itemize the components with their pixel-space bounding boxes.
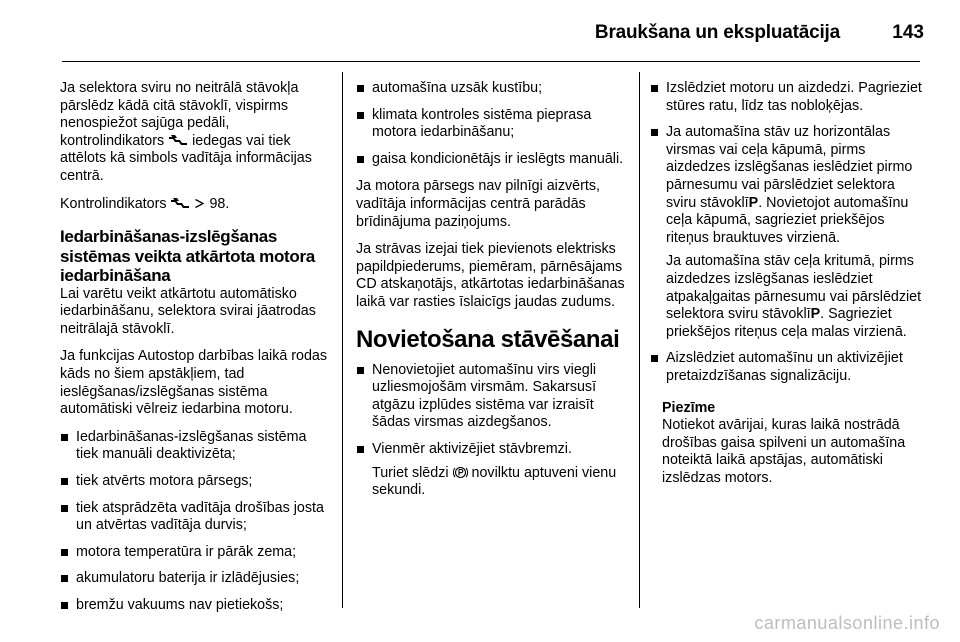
watermark: carmanualsonline.info xyxy=(754,613,940,633)
column-divider-2 xyxy=(639,72,640,608)
sub-paragraph xyxy=(372,465,632,500)
list-item: akumulatoru baterija ir izlādējusies; xyxy=(60,570,332,588)
list-item: tiek atsprādzēta vadītāja drošības josta un atvērtas vadītāja durvis; xyxy=(60,500,332,535)
gear-position: P xyxy=(810,306,821,323)
parking-list-continued xyxy=(650,80,928,386)
parking-brake-switch-icon xyxy=(453,465,468,480)
gear-position: P xyxy=(748,194,759,211)
paragraph: Ja motora pārsegs nav pilnīgi aizvērts, vadītāja informācijas centrā parādās brīdinājuma paziņojums. xyxy=(356,178,600,230)
text: novilktu aptuveni vienu sekundi. xyxy=(372,464,617,499)
list-item: bremžu vakuums nav pietiekošs; xyxy=(60,597,332,615)
note-box xyxy=(662,400,928,488)
column-3 xyxy=(650,80,928,497)
note-title: Piezīme xyxy=(662,399,716,416)
page-reference[interactable]: 98. xyxy=(209,195,230,212)
car-autostop-icon xyxy=(168,134,188,146)
list-item: tiek atvērts motora pārsegs; xyxy=(60,473,332,491)
page-number: 143 xyxy=(892,22,924,43)
page-header xyxy=(0,0,960,62)
list-item: Izslēdziet motoru un aizdedzi. Pagrieziet stūres ratu, līdz tas nobloķējas. xyxy=(650,80,928,115)
parking-list xyxy=(356,362,632,500)
sub-paragraph xyxy=(666,253,928,341)
page-reference-arrow-icon xyxy=(194,198,205,209)
paragraph: Ja strāvas izejai tiek pievienots elektrisks papildpiederums, piemēram, pārnēsājams CD atskaņotājs, atkārtotas iedarbināšanas laikā var rasties īslaicīgs jaudas zudums. xyxy=(356,241,625,310)
text: Ja automašīna stāv ceļa kritumā, pirms aizdedzes izslēgšanas ieslēdziet atpakaļgaitas pārnesumu vai pārslēdziet selektora sviru stāvoklī xyxy=(666,253,922,323)
list-item: gaisa kondicionētājs ir ieslēgts manuāli. xyxy=(356,151,632,169)
text: Ja selektora sviru no neitrālā stāvokļa pārslēdz kādā citā stāvoklī, vispirms nenospiežot sajūga pedāli, kontrolindikators xyxy=(60,80,299,149)
car-autostop-icon xyxy=(170,197,190,209)
list-item: automašīna uzsāk kustību; xyxy=(356,80,632,98)
column-1 xyxy=(60,80,332,625)
list-item: Iedarbināšanas-izslēgšanas sistēma tiek manuāli deaktivizēta; xyxy=(60,429,332,464)
condition-list-continued xyxy=(356,80,632,168)
condition-list xyxy=(60,429,332,615)
paragraph xyxy=(60,80,332,186)
list-item xyxy=(650,124,928,341)
list-item: Nenovietojiet automašīnu virs viegli uzliesmojošām virsmām. Sakarsusī atgāzu izplūdes sistēma var izraisīt šādas virsmas aizdegšanos. xyxy=(356,362,632,432)
page-title: Braukšana un ekspluatācija xyxy=(594,22,840,43)
text: Ja automašīna stāv uz horizontālas virsmas vai ceļa kāpumā, pirms aizdedzes izslēgšanas ieslēdziet pirmo pārnesumu vai pārslēdziet selektora sviru stāvoklī xyxy=(666,124,913,211)
paragraph: Lai varētu veikt atkārtotu automātisko iedarbināšanu, selektora svirai jāatrodas neitrālajā stāvoklī. xyxy=(60,285,316,337)
paragraph xyxy=(60,196,332,214)
text: iedegas vai tiek attēlots kā simbols vadītāja informācijas centrā. xyxy=(60,132,312,184)
column-2 xyxy=(356,80,632,510)
list-item: motora temperatūra ir pārāk zema; xyxy=(60,544,332,562)
section-heading: Novietošana stāvēšanai xyxy=(356,325,620,353)
text: Turiet slēdzi xyxy=(372,464,449,481)
text: . Sagrieziet priekšējos riteņus ceļa malas virzienā. xyxy=(666,306,907,340)
header-divider xyxy=(62,61,920,62)
list-item xyxy=(356,441,632,500)
list-item: klimata kontroles sistēma pieprasa motora iedarbināšanu; xyxy=(356,107,632,142)
text: . Novietojot automašīnu ceļa kāpumā, sagrieziet priekšējos riteņus brauktuves virzienā. xyxy=(666,194,909,246)
note-text: Notiekot avārijai, kuras laikā nostrādā drošības gaisa spilveni un automašīna noteiktā laikā apstājas, automātiski izslēdzas motors. xyxy=(662,417,906,486)
subsection-heading: Iedarbināšanas-izslēgšanas sistēmas veikta atkārtota motora iedarbināšana xyxy=(60,227,315,286)
text: Kontrolindikators xyxy=(60,195,167,212)
text: Vienmēr aktivizējiet stāvbremzi. xyxy=(372,440,572,457)
list-item: Aizslēdziet automašīnu un aktivizējiet pretaizdzīšanas signalizāciju. xyxy=(650,350,928,385)
column-divider-1 xyxy=(342,72,343,608)
paragraph: Ja funkcijas Autostop darbības laikā rodas kāds no šiem apstākļiem, tad ieslēgšanas/izslēgšanas sistēma automātiski vēlreiz iedarbina motoru. xyxy=(60,348,328,418)
